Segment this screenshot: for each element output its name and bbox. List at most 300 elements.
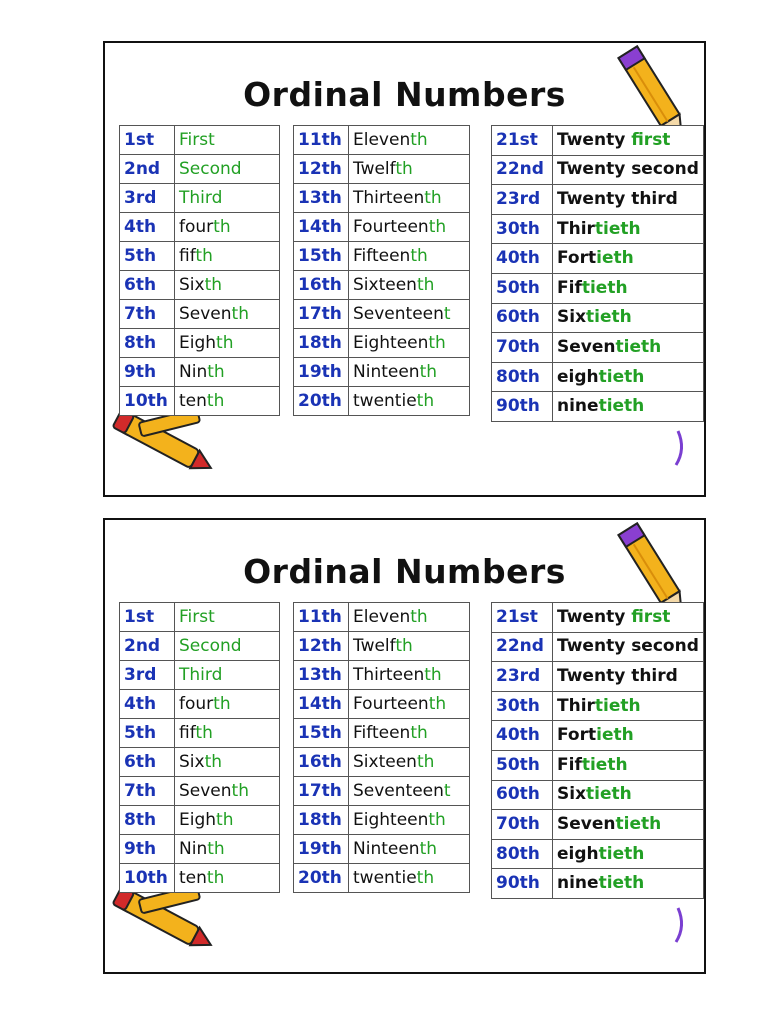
word-stem: Seven xyxy=(179,780,232,801)
word-suffix: ieth xyxy=(596,248,634,269)
word-stem: Eighteen xyxy=(353,332,429,353)
ordinal-row xyxy=(294,661,470,690)
word-stem: Twenty third xyxy=(557,665,678,686)
word-stem: eigh xyxy=(557,843,599,864)
word-suffix: th xyxy=(395,158,413,179)
word-suffix: tieth xyxy=(598,843,645,864)
ordinal-word xyxy=(349,777,470,806)
word-suffix: th xyxy=(216,809,234,830)
crayon-icon xyxy=(103,407,223,487)
ordinal-table-1-10 xyxy=(119,125,280,416)
ordinal-row xyxy=(492,750,704,780)
word-stem: Six xyxy=(179,751,205,772)
ordinal-word xyxy=(175,126,280,155)
ordinal-number: 60th xyxy=(492,780,553,810)
word-suffix: tieth xyxy=(598,366,645,387)
ordinal-row xyxy=(492,333,704,363)
ordinal-row xyxy=(492,362,704,392)
word-suffix: Second xyxy=(179,635,242,656)
word-stem: Six xyxy=(179,274,205,295)
ordinal-table-21-90 xyxy=(491,602,704,899)
word-suffix: tieth xyxy=(615,336,662,357)
ordinal-number: 5th xyxy=(120,719,175,748)
ordinal-word xyxy=(553,869,704,899)
word-suffix: first xyxy=(631,606,671,627)
ordinal-number: 19th xyxy=(294,835,349,864)
ordinal-word xyxy=(349,358,470,387)
word-suffix: tieth xyxy=(581,277,628,298)
ordinal-number: 17th xyxy=(294,777,349,806)
word-suffix: th xyxy=(207,361,225,382)
word-suffix: th xyxy=(204,274,223,295)
ordinal-row xyxy=(492,303,704,333)
ordinal-word xyxy=(553,273,704,303)
ordinal-word xyxy=(553,303,704,333)
ordinal-row xyxy=(294,748,470,777)
ordinal-row xyxy=(120,242,280,271)
ordinal-number: 20th xyxy=(294,864,349,893)
word-suffix: Second xyxy=(179,158,242,179)
ordinal-word xyxy=(175,661,280,690)
ordinal-word xyxy=(553,333,704,363)
ordinal-word xyxy=(553,126,704,156)
ordinal-word xyxy=(175,155,280,184)
ordinal-word xyxy=(553,750,704,780)
ordinal-number: 14th xyxy=(294,690,349,719)
ordinal-word xyxy=(349,719,470,748)
ordinal-row xyxy=(294,777,470,806)
ordinal-word xyxy=(349,126,470,155)
word-stem: Ninteen xyxy=(353,838,420,859)
ordinal-word xyxy=(175,242,280,271)
word-suffix: tieth xyxy=(598,396,645,417)
word-stem: Twelf xyxy=(353,635,396,656)
ordinal-row xyxy=(294,806,470,835)
ordinal-word xyxy=(349,329,470,358)
ordinal-row xyxy=(120,719,280,748)
ordinal-number: 23rd xyxy=(492,662,553,692)
ordinal-word xyxy=(175,632,280,661)
ordinal-word xyxy=(349,864,470,893)
ordinal-word xyxy=(553,185,704,215)
word-suffix: th xyxy=(416,274,435,295)
ordinal-number: 22nd xyxy=(492,632,553,662)
ordinal-row xyxy=(492,721,704,751)
ordinal-number: 18th xyxy=(294,329,349,358)
ordinal-number: 1st xyxy=(120,126,175,155)
swirl-icon xyxy=(672,906,688,946)
word-stem: ten xyxy=(179,390,207,411)
word-suffix: th xyxy=(410,245,428,266)
word-suffix: th xyxy=(428,332,446,353)
ordinal-word xyxy=(175,184,280,213)
ordinal-number: 20th xyxy=(294,387,349,416)
word-suffix: th xyxy=(410,606,428,627)
word-suffix: th xyxy=(213,693,231,714)
ordinal-word xyxy=(349,806,470,835)
ordinal-word xyxy=(349,748,470,777)
word-stem: Sixteen xyxy=(353,751,417,772)
ordinal-word xyxy=(175,603,280,632)
ordinal-row xyxy=(294,155,470,184)
word-stem: Fifteen xyxy=(353,245,411,266)
ordinal-number: 11th xyxy=(294,126,349,155)
ordinal-row xyxy=(492,632,704,662)
ordinal-word xyxy=(553,721,704,751)
ordinal-row xyxy=(294,126,470,155)
ordinal-row xyxy=(492,273,704,303)
ordinal-number: 6th xyxy=(120,748,175,777)
word-stem: Fif xyxy=(557,277,582,298)
ordinal-row xyxy=(120,661,280,690)
ordinal-word xyxy=(349,603,470,632)
word-stem: Seventeen xyxy=(353,780,444,801)
word-suffix: th xyxy=(231,303,249,324)
ordinal-row xyxy=(492,869,704,899)
ordinal-word xyxy=(349,242,470,271)
word-stem: Thirteen xyxy=(353,187,425,208)
ordinal-card-1 xyxy=(103,41,706,497)
ordinal-word xyxy=(553,214,704,244)
word-suffix: th xyxy=(207,838,225,859)
ordinal-number: 7th xyxy=(120,300,175,329)
word-suffix: th xyxy=(231,780,249,801)
ordinal-word xyxy=(553,632,704,662)
ordinal-number: 8th xyxy=(120,806,175,835)
ordinal-row xyxy=(492,780,704,810)
crayon-icon xyxy=(103,884,223,964)
ordinal-number: 9th xyxy=(120,358,175,387)
ordinal-word xyxy=(553,244,704,274)
ordinal-number: 15th xyxy=(294,719,349,748)
word-stem: ten xyxy=(179,867,207,888)
ordinal-row xyxy=(120,603,280,632)
word-suffix: th xyxy=(424,664,442,685)
ordinal-row xyxy=(294,329,470,358)
ordinal-number: 10th xyxy=(120,387,175,416)
ordinal-number: 40th xyxy=(492,721,553,751)
ordinal-row xyxy=(294,719,470,748)
ordinal-word xyxy=(349,155,470,184)
ordinal-row xyxy=(294,358,470,387)
word-suffix: t xyxy=(443,780,451,801)
word-stem: Thirteen xyxy=(353,664,425,685)
ordinal-row xyxy=(294,632,470,661)
ordinal-number: 16th xyxy=(294,748,349,777)
ordinal-row xyxy=(120,387,280,416)
ordinal-word xyxy=(175,690,280,719)
ordinal-row xyxy=(120,358,280,387)
word-suffix: th xyxy=(395,635,413,656)
ordinal-word xyxy=(553,362,704,392)
ordinal-number: 14th xyxy=(294,213,349,242)
ordinal-word xyxy=(349,184,470,213)
ordinal-number: 21st xyxy=(492,126,553,156)
ordinal-word xyxy=(175,777,280,806)
word-suffix: ieth xyxy=(596,725,634,746)
word-stem: twentie xyxy=(353,867,417,888)
word-suffix: tieth xyxy=(586,784,632,805)
word-stem: nine xyxy=(557,396,599,417)
ordinal-table-21-90 xyxy=(491,125,704,422)
ordinal-number: 15th xyxy=(294,242,349,271)
ordinal-word xyxy=(553,392,704,422)
ordinal-word xyxy=(553,839,704,869)
ordinal-row xyxy=(492,810,704,840)
ordinal-row xyxy=(492,839,704,869)
ordinal-word xyxy=(349,300,470,329)
word-suffix: th xyxy=(419,361,438,382)
card-title: Ordinal Numbers xyxy=(243,552,566,591)
word-stem: Sixteen xyxy=(353,274,417,295)
ordinal-number: 1st xyxy=(120,603,175,632)
word-suffix: first xyxy=(631,129,671,150)
ordinal-row xyxy=(120,835,280,864)
word-stem: Fort xyxy=(557,248,597,269)
ordinal-word xyxy=(553,780,704,810)
ordinal-word xyxy=(175,719,280,748)
ordinal-number: 3rd xyxy=(120,184,175,213)
word-stem: Twenty second xyxy=(557,159,699,180)
ordinal-row xyxy=(492,214,704,244)
ordinal-row xyxy=(120,271,280,300)
ordinal-number: 80th xyxy=(492,839,553,869)
ordinal-row xyxy=(492,392,704,422)
word-stem: eigh xyxy=(557,366,599,387)
ordinal-number: 90th xyxy=(492,869,553,899)
ordinal-row xyxy=(120,155,280,184)
ordinal-row xyxy=(120,213,280,242)
ordinal-word xyxy=(175,213,280,242)
ordinal-word xyxy=(553,662,704,692)
ordinal-row xyxy=(120,184,280,213)
word-stem: Ninteen xyxy=(353,361,420,382)
ordinal-number: 7th xyxy=(120,777,175,806)
word-stem: Six xyxy=(557,307,587,328)
word-stem: Thir xyxy=(557,218,595,239)
ordinal-row xyxy=(120,864,280,893)
word-suffix: t xyxy=(443,303,451,324)
word-stem: Twelf xyxy=(353,158,396,179)
word-suffix: th xyxy=(195,722,213,743)
ordinal-word xyxy=(349,271,470,300)
word-stem: Eleven xyxy=(353,606,411,627)
ordinal-number: 3rd xyxy=(120,661,175,690)
ordinal-number: 6th xyxy=(120,271,175,300)
ordinal-word xyxy=(175,358,280,387)
ordinal-row xyxy=(294,300,470,329)
ordinal-word xyxy=(175,271,280,300)
ordinal-word xyxy=(175,864,280,893)
word-suffix: th xyxy=(195,245,213,266)
swirl-icon xyxy=(672,429,688,469)
ordinal-number: 23rd xyxy=(492,185,553,215)
word-suffix: th xyxy=(428,809,446,830)
ordinal-number: 13th xyxy=(294,661,349,690)
word-stem: Fourteen xyxy=(353,216,429,237)
word-stem: Six xyxy=(557,784,587,805)
ordinal-row xyxy=(294,242,470,271)
ordinal-row xyxy=(120,806,280,835)
ordinal-number: 30th xyxy=(492,691,553,721)
ordinal-number: 70th xyxy=(492,333,553,363)
ordinal-row xyxy=(294,387,470,416)
ordinal-row xyxy=(120,748,280,777)
ordinal-word xyxy=(553,810,704,840)
ordinal-row xyxy=(120,126,280,155)
ordinal-row xyxy=(294,603,470,632)
word-suffix: th xyxy=(424,187,442,208)
word-suffix: tieth xyxy=(615,813,662,834)
word-suffix: tieth xyxy=(581,754,628,775)
ordinal-number: 5th xyxy=(120,242,175,271)
ordinal-table-1-10 xyxy=(119,602,280,893)
ordinal-number: 2nd xyxy=(120,632,175,661)
ordinal-number: 16th xyxy=(294,271,349,300)
word-suffix: Third xyxy=(179,664,223,685)
word-suffix: th xyxy=(416,751,435,772)
word-suffix: tieth xyxy=(594,218,641,239)
word-stem: four xyxy=(179,216,214,237)
ordinal-word xyxy=(553,691,704,721)
ordinal-number: 2nd xyxy=(120,155,175,184)
word-stem: Eigh xyxy=(179,809,217,830)
ordinal-row xyxy=(294,835,470,864)
ordinal-number: 18th xyxy=(294,806,349,835)
ordinal-word xyxy=(175,748,280,777)
word-suffix: th xyxy=(419,838,438,859)
ordinal-row xyxy=(120,690,280,719)
ordinal-row xyxy=(492,603,704,633)
ordinal-row xyxy=(294,690,470,719)
word-suffix: th xyxy=(206,390,225,411)
ordinal-row xyxy=(492,155,704,185)
word-suffix: th xyxy=(204,751,223,772)
word-suffix: th xyxy=(416,867,435,888)
word-suffix: Third xyxy=(179,187,223,208)
word-stem: Fifteen xyxy=(353,722,411,743)
ordinal-row xyxy=(120,632,280,661)
ordinal-row xyxy=(492,662,704,692)
word-stem: Twenty second xyxy=(557,636,699,657)
card-title: Ordinal Numbers xyxy=(243,75,566,114)
ordinal-row xyxy=(492,244,704,274)
word-suffix: th xyxy=(206,867,225,888)
word-suffix: tieth xyxy=(594,695,641,716)
ordinal-number: 50th xyxy=(492,273,553,303)
ordinal-number: 11th xyxy=(294,603,349,632)
ordinal-number: 40th xyxy=(492,244,553,274)
word-stem: fif xyxy=(179,245,196,266)
word-stem: fif xyxy=(179,722,196,743)
ordinal-word xyxy=(175,835,280,864)
word-suffix: th xyxy=(410,129,428,150)
ordinal-number: 8th xyxy=(120,329,175,358)
ordinal-row xyxy=(492,126,704,156)
ordinal-row xyxy=(120,777,280,806)
ordinal-row xyxy=(492,185,704,215)
ordinal-word xyxy=(349,213,470,242)
ordinal-word xyxy=(349,632,470,661)
ordinal-number: 50th xyxy=(492,750,553,780)
word-stem: Fif xyxy=(557,754,582,775)
word-stem: four xyxy=(179,693,214,714)
ordinal-row xyxy=(120,329,280,358)
word-suffix: th xyxy=(213,216,231,237)
word-stem: Twenty xyxy=(557,606,632,627)
ordinal-number: 13th xyxy=(294,184,349,213)
ordinal-row xyxy=(294,184,470,213)
ordinal-row xyxy=(120,300,280,329)
word-suffix: tieth xyxy=(598,873,645,894)
word-stem: Fort xyxy=(557,725,597,746)
ordinal-word xyxy=(349,690,470,719)
word-stem: Thir xyxy=(557,695,595,716)
ordinal-number: 9th xyxy=(120,835,175,864)
ordinal-word xyxy=(175,300,280,329)
ordinal-number: 10th xyxy=(120,864,175,893)
word-suffix: First xyxy=(179,129,215,150)
ordinal-number: 70th xyxy=(492,810,553,840)
word-stem: Eigh xyxy=(179,332,217,353)
word-suffix: First xyxy=(179,606,215,627)
ordinal-row xyxy=(294,864,470,893)
word-stem: Nin xyxy=(179,838,208,859)
word-suffix: th xyxy=(216,332,234,353)
ordinal-word xyxy=(349,661,470,690)
word-stem: Seven xyxy=(557,813,616,834)
ordinal-number: 4th xyxy=(120,213,175,242)
word-suffix: th xyxy=(428,693,447,714)
ordinal-card-2 xyxy=(103,518,706,974)
word-stem: Fourteen xyxy=(353,693,429,714)
ordinal-row xyxy=(294,271,470,300)
ordinal-number: 12th xyxy=(294,155,349,184)
ordinal-number: 30th xyxy=(492,214,553,244)
ordinal-word xyxy=(349,387,470,416)
word-stem: Eighteen xyxy=(353,809,429,830)
ordinal-word xyxy=(175,329,280,358)
word-suffix: th xyxy=(428,216,447,237)
ordinal-number: 19th xyxy=(294,358,349,387)
word-stem: Nin xyxy=(179,361,208,382)
ordinal-number: 4th xyxy=(120,690,175,719)
word-stem: Seventeen xyxy=(353,303,444,324)
ordinal-word xyxy=(175,806,280,835)
ordinal-word xyxy=(175,387,280,416)
ordinal-word xyxy=(553,603,704,633)
ordinal-row xyxy=(492,691,704,721)
word-stem: Seven xyxy=(557,336,616,357)
ordinal-number: 80th xyxy=(492,362,553,392)
ordinal-table-11-20 xyxy=(293,125,470,416)
ordinal-number: 17th xyxy=(294,300,349,329)
ordinal-number: 21st xyxy=(492,603,553,633)
word-stem: nine xyxy=(557,873,599,894)
ordinal-number: 22nd xyxy=(492,155,553,185)
word-suffix: th xyxy=(416,390,435,411)
ordinal-word xyxy=(553,155,704,185)
word-suffix: tieth xyxy=(586,307,632,328)
ordinal-word xyxy=(349,835,470,864)
word-stem: Twenty third xyxy=(557,188,678,209)
ordinal-table-11-20 xyxy=(293,602,470,893)
ordinal-number: 60th xyxy=(492,303,553,333)
word-stem: Seven xyxy=(179,303,232,324)
word-suffix: th xyxy=(410,722,428,743)
word-stem: Eleven xyxy=(353,129,411,150)
word-stem: Twenty xyxy=(557,129,632,150)
